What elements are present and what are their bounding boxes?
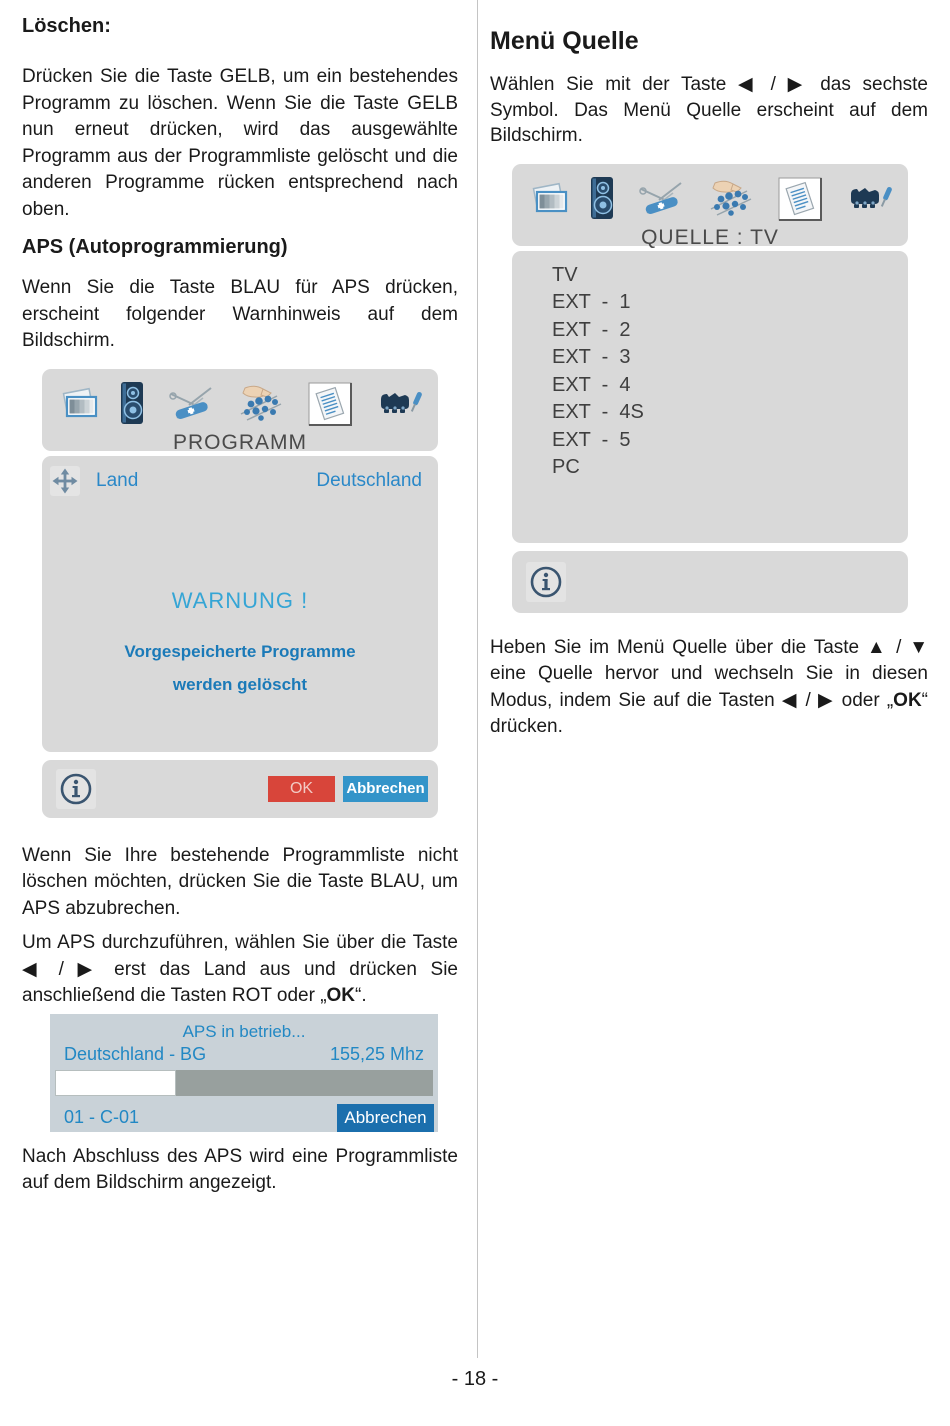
picture-icon[interactable] — [528, 182, 568, 216]
programm-menu-screenshot — [42, 369, 438, 818]
column-divider — [477, 0, 478, 1358]
warning-line2: werden gelöscht — [172, 674, 308, 694]
source-list — [512, 251, 908, 482]
info-icon — [526, 562, 566, 602]
section-heading-loeschen: Löschen: — [22, 15, 111, 37]
paragraph-quelle-intro: Wählen Sie mit der Taste ◀ / ▶ das sechste Symbol. Das Menü Quelle erscheint auf dem Bildschirm. — [490, 74, 928, 146]
program-list-icon[interactable] — [307, 381, 353, 427]
paragraph-cancel-aps: Wenn Sie Ihre bestehende Programmliste nicht löschen möchten, drücken Sie die Taste BLAU, um APS abzubrechen. — [22, 844, 458, 919]
aps-title: APS in betrieb... — [182, 1021, 306, 1041]
picture-icon[interactable] — [58, 387, 98, 421]
land-label: Land — [96, 469, 139, 491]
source-item-ext4s[interactable]: EXT - 4S — [552, 401, 644, 423]
paragraph-quelle-select: Heben Sie im Menü Quelle über die Taste ▲ / ▼ eine Quelle hervor und wechseln Sie in diesen Modus, indem Sie auf die Tasten ◀ / ▶ oder „OK“ drücken. — [490, 636, 928, 737]
aps-progress-box — [50, 1014, 438, 1132]
warning-title: WARNUNG ! — [171, 587, 309, 613]
ok-button[interactable]: OK — [268, 776, 335, 802]
paragraph-aps-intro: Wenn Sie die Taste BLAU für APS drücken, erscheint folgender Warnhinweis auf dem Bildschirm. — [22, 277, 458, 351]
source-item-ext5[interactable]: EXT - 5 — [552, 428, 631, 451]
quelle-menu-screenshot — [512, 164, 908, 613]
aps-progress-bar — [55, 1070, 433, 1096]
features-icon[interactable] — [637, 179, 684, 219]
source-item-ext4[interactable]: EXT - 4 — [552, 373, 631, 396]
features-icon[interactable] — [167, 384, 214, 424]
install-icon[interactable] — [707, 179, 755, 219]
paragraph-delete: Drücken Sie die Taste GELB, um ein bestehendes Programm zu löschen. Wenn Sie die Taste GELB nun erneut drücken, wird das ausgewählte Programm aus der Programmliste gelöscht und die anderen Programme rücken entsprechend nach oben. — [22, 66, 458, 220]
source-item-ext3[interactable]: EXT - 3 — [552, 346, 631, 368]
aps-progress-fill — [55, 1070, 176, 1096]
sound-icon[interactable] — [590, 176, 615, 221]
menu-title: QUELLE : TV — [641, 225, 779, 249]
move-icon — [50, 466, 80, 496]
quelle-panel — [512, 251, 908, 543]
programm-footer — [42, 760, 438, 818]
paragraph-aps-done: Nach Abschluss des APS wird eine Programmliste auf dem Bildschirm angezeigt. — [22, 1145, 458, 1193]
left-column — [22, 14, 458, 1197]
info-icon — [56, 769, 96, 809]
section-heading-menue-quelle: Menü Quelle — [490, 27, 639, 55]
menu-icon-bar — [42, 369, 438, 454]
page-number: - 18 - — [451, 1368, 499, 1390]
source-icon[interactable] — [845, 182, 892, 216]
paragraph-run-aps: Um APS durchzuführen, wählen Sie über die Taste ◀ / ▶ erst das Land aus und drücken Sie anschließend die Tasten ROT oder „OK“. — [22, 932, 458, 1006]
source-item-tv[interactable]: TV — [552, 263, 578, 286]
aps-channel-label: 01 - C-01 — [64, 1107, 140, 1127]
warning-line1: Vorgespeicherte Programme — [124, 641, 356, 661]
source-item-ext1[interactable]: EXT - 1 — [552, 291, 631, 313]
land-value[interactable]: Deutschland — [316, 469, 422, 491]
menu-title: PROGRAMM — [173, 430, 307, 454]
sound-icon[interactable] — [120, 381, 145, 426]
menu-icon-bar — [512, 164, 908, 249]
aps-abbrechen-button[interactable]: Abbrechen — [337, 1104, 434, 1132]
install-icon[interactable] — [237, 384, 285, 424]
quelle-footer — [512, 551, 908, 613]
source-item-pc[interactable]: PC — [552, 456, 580, 478]
source-item-ext2[interactable]: EXT - 2 — [552, 318, 631, 341]
program-list-icon[interactable] — [777, 176, 823, 222]
source-icon[interactable] — [375, 387, 422, 421]
aps-country-label: Deutschland - BG — [64, 1043, 207, 1064]
aps-frequency-label: 155,25 Mhz — [329, 1043, 424, 1064]
section-heading-aps: APS (Autoprogrammierung) — [22, 236, 288, 258]
abbrechen-button[interactable]: Abbrechen — [343, 776, 428, 802]
right-column — [490, 14, 928, 741]
programm-panel — [42, 456, 438, 752]
